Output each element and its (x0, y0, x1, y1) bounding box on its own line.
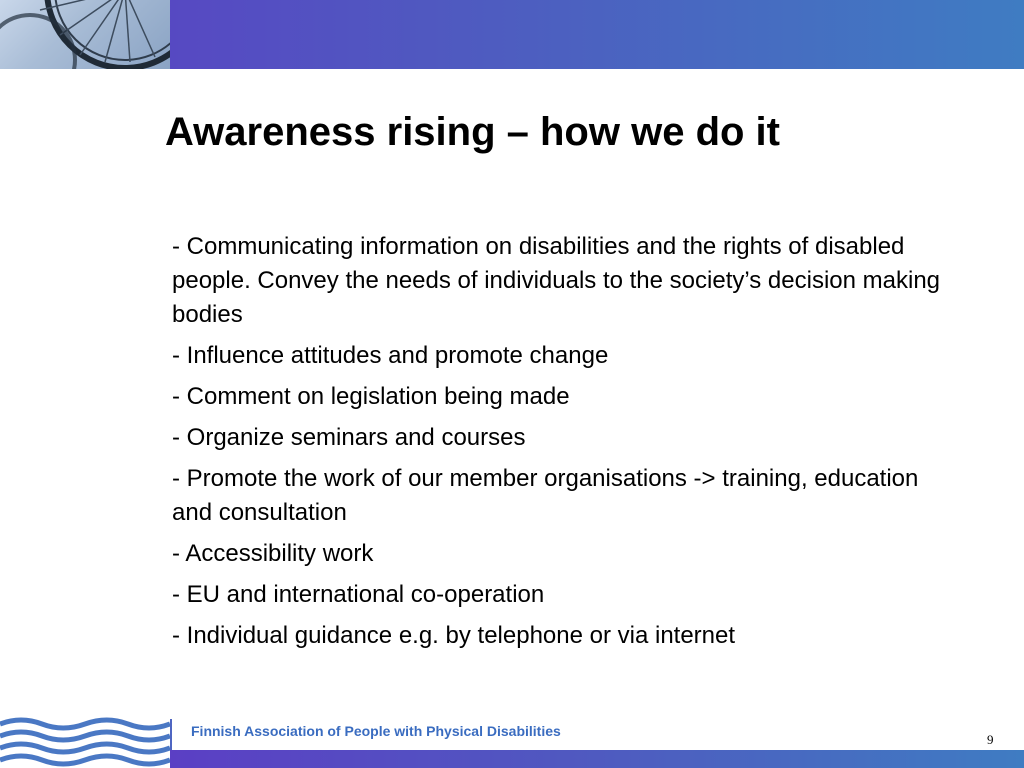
footer-band (170, 750, 1024, 768)
bullet-list (172, 230, 952, 660)
organisation-name: Finnish Association of People with Physical Disabilities (191, 723, 561, 739)
list-item: - Influence attitudes and promote change (172, 342, 609, 369)
list-item: - Accessibility work (172, 540, 374, 567)
list-item: - Promote the work of our member organisations -> training, education and consultation (172, 465, 919, 526)
wheelchair-wheel-icon (0, 0, 170, 69)
list-item: - Comment on legislation being made (172, 383, 570, 410)
list-item: - Organize seminars and courses (172, 424, 526, 451)
page-number: 9 (987, 732, 994, 747)
list-item: - Individual guidance e.g. by telephone or via internet (172, 622, 736, 649)
list-item: - Communicating information on disabilities and the rights of disabled people. Convey the needs of individuals to the society’s decision making bodies (172, 233, 941, 328)
list-item: - EU and international co-operation (172, 581, 545, 608)
footer-divider (170, 719, 172, 750)
slide-title: Awareness rising – how we do it (165, 110, 780, 154)
waves-logo-icon (0, 716, 170, 768)
